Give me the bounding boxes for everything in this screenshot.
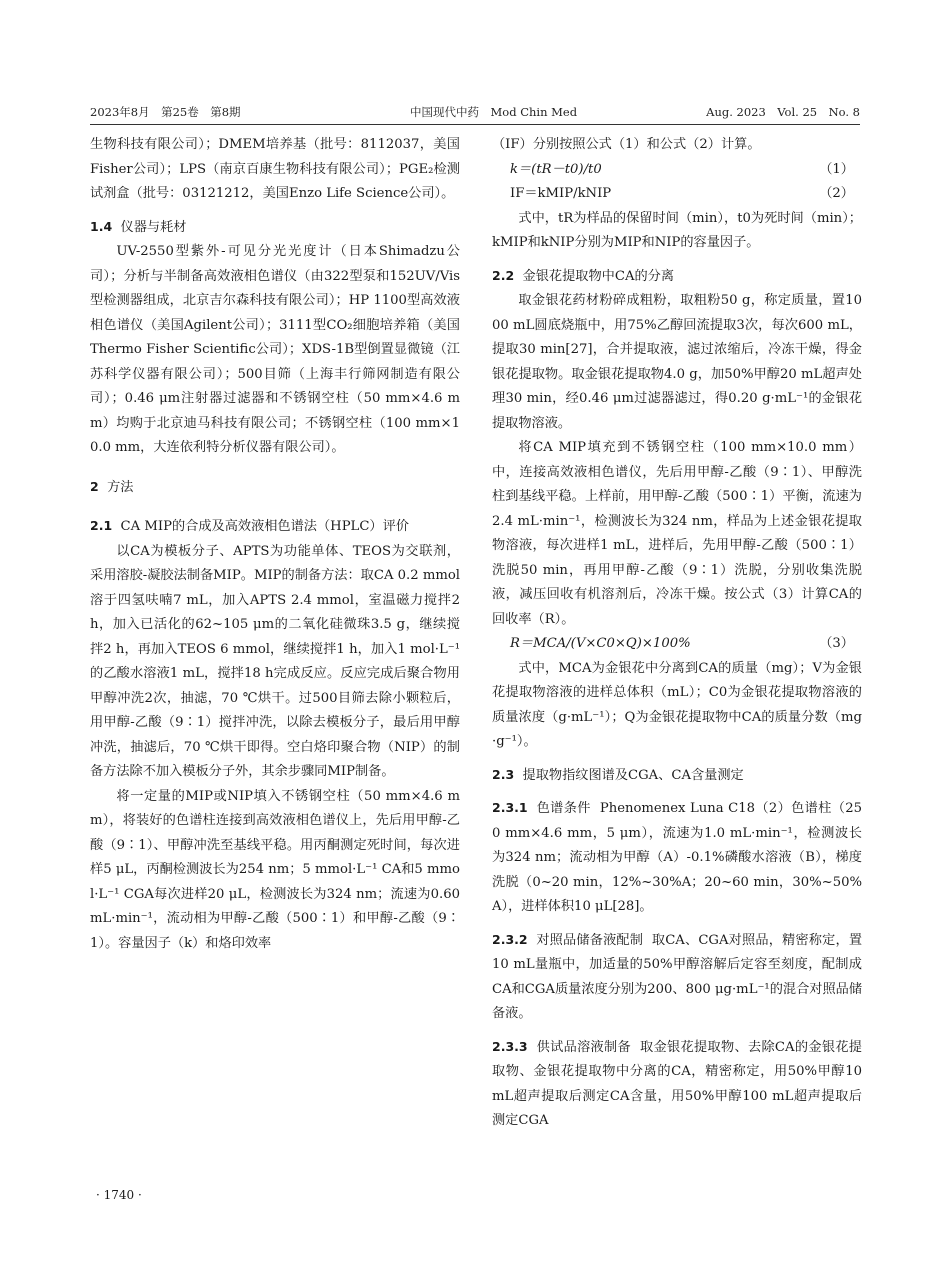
equation-2: IF＝kMIP/kNIP （2） <box>510 186 854 201</box>
paragraph-extraction: 取金银花药材粉碎成粗粉，取粗粉50 g，称定质量，置1000 mL圆底烧瓶中，用75%乙醇回流提取3次，每次600 mL，提取30 min[27]，合并提取液，滤过浓缩后，冷冻干燥，得金银花提取物。取金银花提取物4.0 g，加50%甲醇20 mL超声处理30 min，经0.46 μm过滤器滤过，得0.20 g·mL⁻¹的金银花提取物溶液。 <box>492 293 862 431</box>
paragraph-formula-explanation: 式中，tR为样品的保留时间（min），t0为死时间（min）；kMIP和kNIP分别为MIP和NIP的容量因子。 <box>492 210 862 250</box>
header-rule <box>90 124 860 125</box>
page-number: · 1740 · <box>96 1188 142 1202</box>
section-heading-2-2: 2.2 金银花提取物中CA的分离 <box>492 267 675 284</box>
section-heading-2-3: 2.3 提取物指纹图谱及CGA、CA含量测定 <box>492 766 744 783</box>
right-column <box>492 133 862 1134</box>
equation-1: k＝(tR－t0)/t0 （1） <box>510 161 854 177</box>
section-heading-2-1: 2.1 CA MIP的合成及高效液相色谱法（HPLC）评价 <box>90 518 409 534</box>
paragraph-recovery-explanation: 式中，MCA为金银花中分离到CA的质量（mg）；V为金银花提取物溶液的进样总体积（mL）；C0为金银花提取物溶液的质量浓度（g·mL⁻¹）；Q为金银花提取物中CA的质量分数（mg·g⁻¹）。 <box>492 660 862 749</box>
section-2-3-1-chromatographic-conditions: 2.3.1 色谱条件 Phenomenex Luna C18（2）色谱柱（250 mm×4.6 mm，5 μm），流速为1.0 mL·min⁻¹，检测波长为324 nm；流动相为甲醇（A）-0.1%磷酸水溶液（B），梯度洗脱（0~20 min，12%~30%A；20~60 min，30%~50%A），进样体积10 μL[28]。 <box>492 800 863 914</box>
paragraph-separation: 将CA MIP填充到不锈钢空柱（100 mm×10.0 mm）中，连接高效液相色谱仪，先后用甲醇-乙酸（9∶1）、甲醇洗柱到基线平稳。上样前，用甲醇-乙酸（500∶1）平衡，流速为2.4 mL·min⁻¹，检测波长为324 nm，样品为上述金银花提取物溶液，每次进样1 mL，进样后，先用甲醇-乙酸（500∶1）洗脱50 min，再用甲醇-乙酸（9∶1）洗脱，分别收集洗脱液，减压回收有机溶剂后，冷冻干燥。按公式（3）计算CA的回收率（R）。 <box>492 440 862 627</box>
left-column <box>90 133 460 956</box>
section-heading-2: 2 方法 <box>90 478 134 495</box>
paragraph-reagents-continued: 生物科技有限公司）；DMEM培养基（批号：8112037，美国Fisher公司）；LPS（南京百康生物科技有限公司）；PGE₂检测试剂盒（批号：03121212，美国Enzo Life Science公司）。 <box>90 137 460 201</box>
running-header <box>90 104 860 120</box>
header-issue-info: 2023年8月 第25卷 第8期 <box>90 105 241 119</box>
paragraph-if-formula-intro: （IF）分别按照公式（1）和公式（2）计算。 <box>492 137 761 152</box>
paragraph-hplc-evaluation: 将一定量的MIP或NIP填入不锈钢空柱（50 mm×4.6 mm），将装好的色谱柱连接到高效液相色谱仪上，先后用甲醇-乙酸（9∶1）、甲醇冲洗至基线平稳。用丙酮测定死时间，每次进样5 μL，丙酮检测波长为254 nm；5 mmol·L⁻¹ CA和5 mmol·L⁻¹ CGA每次进样20 μL，检测波长为324 nm；流速为0.60 mL·min⁻¹，流动相为甲醇-乙酸（500∶1）和甲醇-乙酸（9∶1）。容量因子（k）和烙印效率 <box>90 788 460 951</box>
section-2-3-2-reference-solution: 2.3.2 对照品储备液配制 取CA、CGA对照品，精密称定，置10 mL量瓶中，加适量的50%甲醇溶解后定容至刻度，配制成CA和CGA质量浓度分别为200、800 μg·mL⁻¹的混合对照品储备液。 <box>492 931 863 1021</box>
section-heading-1-4: 1.4 仪器与耗材 <box>90 218 187 235</box>
header-volume-info: Aug. 2023 Vol. 25 No. 8 <box>706 105 860 119</box>
equation-3: R＝MCA/(V×C0×Q)×100% （3） <box>510 636 854 651</box>
section-2-3-3-test-solution: 2.3.3 供试品溶液制备 取金银花提取物、去除CA的金银花提取物、金银花提取物中分离的CA，精密称定，用50%甲醇10 mL超声提取后测定CA含量，用50%甲醇100 mL超声提取后测定CGA <box>492 1038 862 1128</box>
paragraph-instruments: UV-2550型紫外-可见分光光度计（日本Shimadzu公司）；分析与半制备高效液相色谱仪（由322型泵和152UV/Vis型检测器组成，北京吉尔森科技有限公司）；HP 1100型高效液相色谱仪（美国Agilent公司）；3111型CO₂细胞培养箱（美国Thermo Fisher Scientific公司）；XDS-1B型倒置显微镜（江苏科学仪器有限公司）；500目筛（上海丰行筛网制造有限公司）；0.46 μm注射器过滤器和不锈钢空柱（50 mm×4.6 mm）均购于北京迪马科技有限公司；不锈钢空柱（100 mm×10.0 mm，大连依利特分析仪器有限公司）。 <box>90 244 460 455</box>
header-journal-title: 中国现代中药 Mod Chin Med <box>410 105 578 119</box>
paragraph-mip-preparation: 以CA为模板分子、APTS为功能单体、TEOS为交联剂，采用溶胶-凝胶法制备MIP。MIP的制备方法：取CA 0.2 mmol溶于四氢呋喃7 mL，加入APTS 2.4 mmol，室温磁力搅拌2 h，加入已活化的62~105 μm的二氧化硅微珠3.5 g，继续搅拌2 h，再加入TEOS 6 mmol，继续搅拌1 h，加入1 mol·L⁻¹的乙酸水溶液1 mL，搅拌18 h完成反应。反应完成后聚合物用甲醇冲洗2次，抽滤，70 ℃烘干。过500目筛去除小颗粒后，用甲醇-乙酸（9∶1）搅拌冲洗，以除去模板分子，最后用甲醇冲洗，抽滤后，70 ℃烘干即得。空白烙印聚合物（NIP）的制备方法除不加入模板分子外，其余步骤同MIP制备。 <box>90 543 460 779</box>
